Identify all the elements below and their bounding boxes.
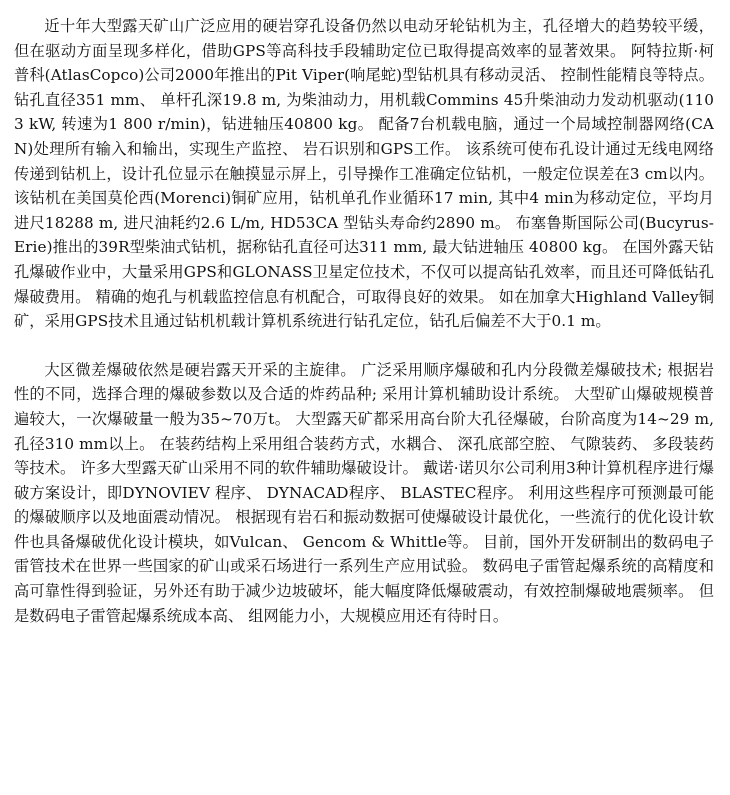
paragraph-blasting-technology: 大区微差爆破依然是硬岩露天开采的主旋律。 广泛采用顺序爆破和孔内分段微差爆破技术; 根据岩性的不同，选择合理的爆破参数以及合适的炸药品种; 采用计算机辅助设计系统。 大型矿山爆破规模普遍较大，一次爆破量一般为35~70万t。 大型露天矿都采用高台阶大孔径爆破，台阶高度为14~29 m, 孔径310 mm以上。 在装药结构上采用组合装药方式，水耦合、 深孔底部空腔、 气隙装药、 多段装药等技术。 许多大型露天矿山采用不同的软件辅助爆破设计。 戴诺·诺贝尔公司利用3种计算机程序进行爆破方案设计，即DYNOVIEV 程序、 DYNACAD程序、 BLASTEC程序。 利用这些程序可预测最可能的爆破顺序以及地面震动情况。 根据现有岩石和振动数据可使爆破设计最优化，一些流行的优化设计软件也具备爆破优化设计模块，如Vulcan、 Gencom & Whittle等。 目前，国外开发研制出的数码电子雷管技术在世界一些国家的矿山或采石场进行一系列生产应用试验。 数码电子雷管起爆系统的高精度和高可靠性得到验证，另外还有助于减少边坡破坏，能大幅度降低爆破震动，有效控制爆破地震频率。 但是数码电子雷管起爆系统成本高、 组网能力小，大规模应用还有待时日。 [14, 360, 714, 625]
document-page [14, 14, 714, 628]
paragraph-drilling-equipment: 近十年大型露天矿山广泛应用的硬岩穿孔设备仍然以电动牙轮钻机为主，孔径增大的趋势较平缓，但在驱动方面呈现多样化，借助GPS等高科技手段辅助定位已取得提高效率的显著效果。 阿特拉斯·柯普科(AtlasCopco)公司2000年推出的Pit Viper(响尾蛇)型钻机具有移动灵活、 控制性能精良等特点。 钻孔直径351 mm、 单杆孔深19.8 m, 为柴油动力，用机载Commins 45升柴油动力发动机驱动(1103 kW, 转速为1 800 r/min)，钻进轴压40800 kg。 配备7台机载电脑，通过一个局域控制器网络(CAN)处理所有输入和输出，实现生产监控、 岩石识别和GPS工作。 该系统可使布孔设计通过无线电网络传递到钻机上，设计孔位显示在触摸显示屏上，引导操作工准确定位钻机，一般定位误差在3 cm以内。 该钻机在美国莫伦西(Morenci)铜矿应用，钻机单孔作业循环17 min, 其中4 min为移动定位，平均月进尺18288 m, 进尺油耗约2.6 L/m, HD53CA 型钻头寿命约2890 m。 布塞鲁斯国际公司(Bucyrus-Erie)推出的39R型柴油式钻机，据称钻孔直径可达311 mm, 最大钻进轴压 40800 kg。 在国外露天钻孔爆破作业中，大量采用GPS和GLONASS卫星定位技术，不仅可以提高钻孔效率，而且还可降低钻孔爆破费用。 精确的炮孔与机载监控信息有机配合，可取得良好的效果。 如在加拿大Highland Valley铜矿，采用GPS技术且通过钻机机载计算机系统进行钻孔定位，钻孔后偏差不大于0.1 m。 [14, 17, 714, 331]
